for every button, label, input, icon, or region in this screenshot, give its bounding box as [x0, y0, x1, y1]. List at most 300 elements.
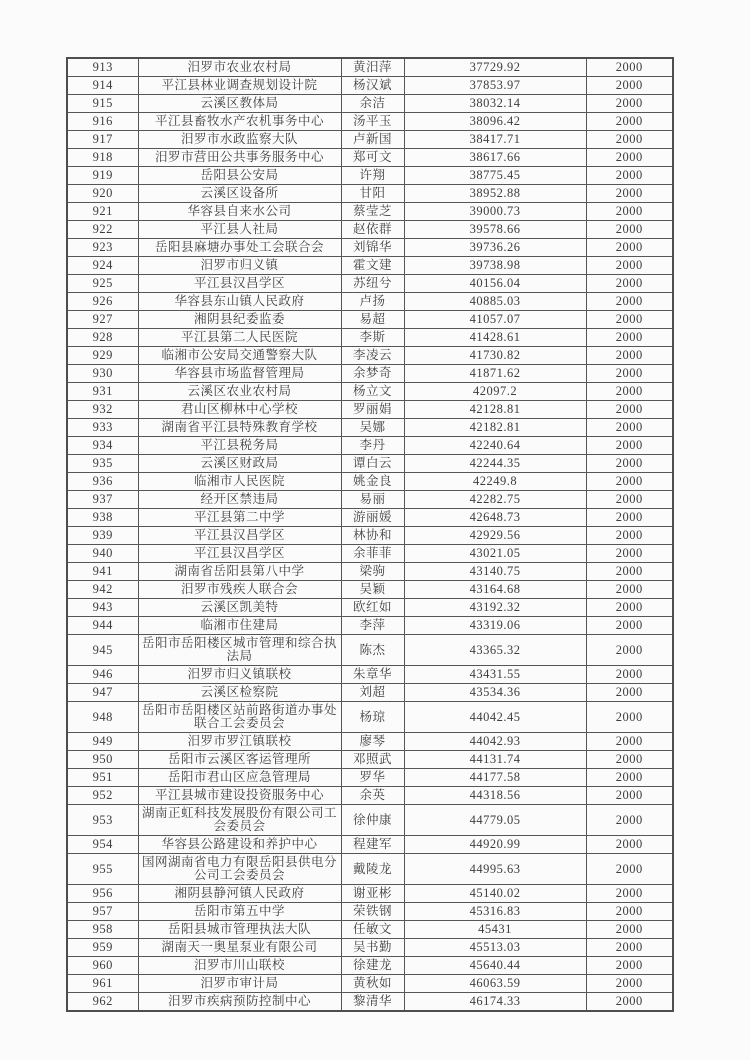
- cell-amount: 46063.59: [404, 975, 586, 993]
- cell-organization: 汨罗市归义镇: [138, 257, 341, 275]
- cell-quota: 2000: [586, 903, 673, 921]
- cell-row-number: 920: [67, 185, 138, 203]
- cell-quota: 2000: [586, 581, 673, 599]
- cell-organization: 岳阳县麻塘办事处工会联合会: [138, 239, 341, 257]
- cell-amount: 38096.42: [404, 113, 586, 131]
- cell-organization: 湘阴县静河镇人民政府: [138, 885, 341, 903]
- cell-amount: 44995.63: [404, 854, 586, 885]
- cell-row-number: 942: [67, 581, 138, 599]
- cell-quota: 2000: [586, 167, 673, 185]
- cell-amount: 45513.03: [404, 939, 586, 957]
- table-row: [67, 77, 673, 95]
- table-row: [67, 329, 673, 347]
- cell-quota: 2000: [586, 311, 673, 329]
- cell-row-number: 928: [67, 329, 138, 347]
- cell-amount: 46174.33: [404, 993, 586, 1012]
- cell-quota: 2000: [586, 957, 673, 975]
- cell-person-name: 罗丽娟: [341, 401, 404, 419]
- cell-row-number: 947: [67, 684, 138, 702]
- cell-row-number: 935: [67, 455, 138, 473]
- cell-amount: 38775.45: [404, 167, 586, 185]
- cell-amount: 41730.82: [404, 347, 586, 365]
- cell-row-number: 957: [67, 903, 138, 921]
- cell-organization: 平江县人社局: [138, 221, 341, 239]
- cell-organization: 汨罗市农业农村局: [138, 58, 341, 77]
- cell-person-name: 苏纽兮: [341, 275, 404, 293]
- cell-row-number: 916: [67, 113, 138, 131]
- table-row: [67, 702, 673, 733]
- table-row: [67, 437, 673, 455]
- cell-person-name: 戴陵龙: [341, 854, 404, 885]
- cell-person-name: 黎清华: [341, 993, 404, 1012]
- cell-quota: 2000: [586, 939, 673, 957]
- cell-quota: 2000: [586, 787, 673, 805]
- cell-quota: 2000: [586, 666, 673, 684]
- cell-row-number: 952: [67, 787, 138, 805]
- cell-person-name: 李丹: [341, 437, 404, 455]
- cell-amount: 38417.71: [404, 131, 586, 149]
- cell-person-name: 吴娜: [341, 419, 404, 437]
- cell-amount: 44779.05: [404, 805, 586, 836]
- cell-quota: 2000: [586, 275, 673, 293]
- cell-amount: 44042.93: [404, 733, 586, 751]
- cell-amount: 42282.75: [404, 491, 586, 509]
- cell-quota: 2000: [586, 975, 673, 993]
- cell-organization: 云溪区检察院: [138, 684, 341, 702]
- cell-row-number: 919: [67, 167, 138, 185]
- cell-row-number: 927: [67, 311, 138, 329]
- table-row: [67, 131, 673, 149]
- cell-organization: 岳阳县公安局: [138, 167, 341, 185]
- cell-organization: 岳阳市岳阳楼区城市管理和综合执法局: [138, 635, 341, 666]
- cell-quota: 2000: [586, 347, 673, 365]
- table-row: [67, 185, 673, 203]
- cell-organization: 湖南省平江县特殊教育学校: [138, 419, 341, 437]
- cell-amount: 39738.98: [404, 257, 586, 275]
- table-row: [67, 347, 673, 365]
- cell-amount: 38952.88: [404, 185, 586, 203]
- cell-row-number: 924: [67, 257, 138, 275]
- cell-quota: 2000: [586, 221, 673, 239]
- cell-row-number: 940: [67, 545, 138, 563]
- cell-person-name: 甘阳: [341, 185, 404, 203]
- cell-row-number: 922: [67, 221, 138, 239]
- cell-person-name: 邓照武: [341, 751, 404, 769]
- cell-quota: 2000: [586, 455, 673, 473]
- table-row: [67, 95, 673, 113]
- cell-row-number: 915: [67, 95, 138, 113]
- cell-quota: 2000: [586, 329, 673, 347]
- cell-person-name: 刘超: [341, 684, 404, 702]
- cell-amount: 43319.06: [404, 617, 586, 635]
- cell-organization: 平江县汉昌学区: [138, 527, 341, 545]
- cell-quota: 2000: [586, 769, 673, 787]
- cell-organization: 华容县东山镇人民政府: [138, 293, 341, 311]
- cell-row-number: 954: [67, 836, 138, 854]
- cell-person-name: 姚金良: [341, 473, 404, 491]
- cell-row-number: 959: [67, 939, 138, 957]
- cell-row-number: 950: [67, 751, 138, 769]
- table-row: [67, 975, 673, 993]
- table-row: [67, 939, 673, 957]
- cell-person-name: 余洁: [341, 95, 404, 113]
- cell-quota: 2000: [586, 885, 673, 903]
- cell-amount: 42648.73: [404, 509, 586, 527]
- cell-amount: 43164.68: [404, 581, 586, 599]
- cell-quota: 2000: [586, 635, 673, 666]
- table-row: [67, 58, 673, 77]
- cell-row-number: 949: [67, 733, 138, 751]
- cell-amount: 45316.83: [404, 903, 586, 921]
- cell-quota: 2000: [586, 131, 673, 149]
- cell-organization: 汨罗市川山联校: [138, 957, 341, 975]
- cell-row-number: 938: [67, 509, 138, 527]
- cell-amount: 39578.66: [404, 221, 586, 239]
- cell-organization: 经开区禁违局: [138, 491, 341, 509]
- table-row: [67, 167, 673, 185]
- cell-quota: 2000: [586, 921, 673, 939]
- cell-row-number: 930: [67, 365, 138, 383]
- cell-amount: 43021.05: [404, 545, 586, 563]
- cell-amount: 39000.73: [404, 203, 586, 221]
- cell-organization: 岳阳市君山区应急管理局: [138, 769, 341, 787]
- cell-row-number: 917: [67, 131, 138, 149]
- cell-quota: 2000: [586, 95, 673, 113]
- table-row: [67, 635, 673, 666]
- cell-amount: 41057.07: [404, 311, 586, 329]
- cell-quota: 2000: [586, 684, 673, 702]
- cell-organization: 平江县第二人民医院: [138, 329, 341, 347]
- table-row: [67, 293, 673, 311]
- cell-row-number: 945: [67, 635, 138, 666]
- cell-amount: 43431.55: [404, 666, 586, 684]
- cell-person-name: 程建军: [341, 836, 404, 854]
- cell-organization: 平江县第二中学: [138, 509, 341, 527]
- table-row: [67, 365, 673, 383]
- table-row: [67, 733, 673, 751]
- cell-row-number: 913: [67, 58, 138, 77]
- table-row: [67, 491, 673, 509]
- cell-person-name: 杨立文: [341, 383, 404, 401]
- cell-organization: 汨罗市归义镇联校: [138, 666, 341, 684]
- salary-roster-table: [66, 57, 674, 1012]
- table-row: [67, 311, 673, 329]
- cell-amount: 44920.99: [404, 836, 586, 854]
- cell-organization: 汨罗市残疾人联合会: [138, 581, 341, 599]
- table-row: [67, 921, 673, 939]
- cell-row-number: 931: [67, 383, 138, 401]
- cell-organization: 临湘市住建局: [138, 617, 341, 635]
- cell-person-name: 罗华: [341, 769, 404, 787]
- cell-organization: 云溪区农业农村局: [138, 383, 341, 401]
- cell-person-name: 黄汨萍: [341, 58, 404, 77]
- cell-amount: 43365.32: [404, 635, 586, 666]
- cell-quota: 2000: [586, 203, 673, 221]
- cell-quota: 2000: [586, 149, 673, 167]
- table-row: [67, 545, 673, 563]
- table-row: [67, 666, 673, 684]
- cell-organization: 岳阳县城市管理执法大队: [138, 921, 341, 939]
- cell-quota: 2000: [586, 545, 673, 563]
- cell-amount: 41428.61: [404, 329, 586, 347]
- cell-amount: 41871.62: [404, 365, 586, 383]
- cell-amount: 44131.74: [404, 751, 586, 769]
- cell-quota: 2000: [586, 491, 673, 509]
- cell-quota: 2000: [586, 805, 673, 836]
- cell-person-name: 刘锦华: [341, 239, 404, 257]
- cell-organization: 汨罗市罗江镇联校: [138, 733, 341, 751]
- table-row: [67, 787, 673, 805]
- cell-person-name: 吴颖: [341, 581, 404, 599]
- table-row: [67, 854, 673, 885]
- cell-quota: 2000: [586, 401, 673, 419]
- cell-amount: 43534.36: [404, 684, 586, 702]
- cell-quota: 2000: [586, 702, 673, 733]
- cell-person-name: 许翔: [341, 167, 404, 185]
- cell-amount: 42249.8: [404, 473, 586, 491]
- cell-row-number: 946: [67, 666, 138, 684]
- table-row: [67, 769, 673, 787]
- cell-row-number: 925: [67, 275, 138, 293]
- cell-amount: 42128.81: [404, 401, 586, 419]
- cell-quota: 2000: [586, 419, 673, 437]
- cell-row-number: 956: [67, 885, 138, 903]
- cell-amount: 42244.35: [404, 455, 586, 473]
- table-row: [67, 419, 673, 437]
- cell-quota: 2000: [586, 437, 673, 455]
- cell-row-number: 953: [67, 805, 138, 836]
- cell-person-name: 游丽媛: [341, 509, 404, 527]
- cell-person-name: 吴书勤: [341, 939, 404, 957]
- table-row: [67, 257, 673, 275]
- cell-person-name: 易超: [341, 311, 404, 329]
- table-row: [67, 455, 673, 473]
- table-row: [67, 239, 673, 257]
- cell-organization: 汨罗市疾病预防控制中心: [138, 993, 341, 1012]
- table-row: [67, 275, 673, 293]
- table-row: [67, 149, 673, 167]
- cell-row-number: 936: [67, 473, 138, 491]
- cell-row-number: 937: [67, 491, 138, 509]
- table-row: [67, 113, 673, 131]
- table-row: [67, 221, 673, 239]
- cell-organization: 湖南省岳阳县第八中学: [138, 563, 341, 581]
- cell-quota: 2000: [586, 854, 673, 885]
- cell-row-number: 943: [67, 599, 138, 617]
- cell-row-number: 941: [67, 563, 138, 581]
- cell-person-name: 黄秋如: [341, 975, 404, 993]
- cell-amount: 42182.81: [404, 419, 586, 437]
- cell-organization: 平江县汉昌学区: [138, 545, 341, 563]
- cell-amount: 45640.44: [404, 957, 586, 975]
- cell-person-name: 李凌云: [341, 347, 404, 365]
- cell-person-name: 余菲菲: [341, 545, 404, 563]
- cell-row-number: 914: [67, 77, 138, 95]
- cell-amount: 38617.66: [404, 149, 586, 167]
- table-row: [67, 836, 673, 854]
- cell-person-name: 李斯: [341, 329, 404, 347]
- cell-quota: 2000: [586, 751, 673, 769]
- table-row: [67, 527, 673, 545]
- cell-row-number: 934: [67, 437, 138, 455]
- cell-row-number: 955: [67, 854, 138, 885]
- cell-person-name: 谢亚彬: [341, 885, 404, 903]
- cell-organization: 华容县自来水公司: [138, 203, 341, 221]
- cell-amount: 44042.45: [404, 702, 586, 733]
- cell-person-name: 陈杰: [341, 635, 404, 666]
- cell-amount: 40156.04: [404, 275, 586, 293]
- cell-row-number: 958: [67, 921, 138, 939]
- cell-person-name: 余梦奇: [341, 365, 404, 383]
- cell-organization: 平江县畜牧水产农机事务中心: [138, 113, 341, 131]
- cell-organization: 平江县林业调查规划设计院: [138, 77, 341, 95]
- cell-amount: 43140.75: [404, 563, 586, 581]
- cell-organization: 国网湖南省电力有限岳阳县供电分公司工会委员会: [138, 854, 341, 885]
- cell-person-name: 杨汉斌: [341, 77, 404, 95]
- cell-organization: 华容县市场监督管理局: [138, 365, 341, 383]
- cell-person-name: 卢扬: [341, 293, 404, 311]
- cell-organization: 平江县汉昌学区: [138, 275, 341, 293]
- table-row: [67, 684, 673, 702]
- cell-person-name: 朱章华: [341, 666, 404, 684]
- cell-amount: 39736.26: [404, 239, 586, 257]
- cell-row-number: 933: [67, 419, 138, 437]
- cell-organization: 汨罗市审计局: [138, 975, 341, 993]
- cell-quota: 2000: [586, 77, 673, 95]
- table-row: [67, 203, 673, 221]
- cell-person-name: 荣铁钢: [341, 903, 404, 921]
- cell-row-number: 921: [67, 203, 138, 221]
- cell-row-number: 929: [67, 347, 138, 365]
- cell-quota: 2000: [586, 239, 673, 257]
- cell-organization: 华容县公路建设和养护中心: [138, 836, 341, 854]
- cell-person-name: 徐仲康: [341, 805, 404, 836]
- table-row: [67, 805, 673, 836]
- cell-row-number: 962: [67, 993, 138, 1012]
- cell-person-name: 林协和: [341, 527, 404, 545]
- cell-person-name: 汤平玉: [341, 113, 404, 131]
- table-row: [67, 617, 673, 635]
- cell-organization: 临湘市人民医院: [138, 473, 341, 491]
- cell-person-name: 杨琼: [341, 702, 404, 733]
- cell-organization: 平江县城市建设投资服务中心: [138, 787, 341, 805]
- cell-quota: 2000: [586, 293, 673, 311]
- cell-amount: 44177.58: [404, 769, 586, 787]
- cell-person-name: 余英: [341, 787, 404, 805]
- cell-amount: 40885.03: [404, 293, 586, 311]
- cell-quota: 2000: [586, 563, 673, 581]
- cell-organization: 云溪区教体局: [138, 95, 341, 113]
- cell-quota: 2000: [586, 733, 673, 751]
- cell-row-number: 961: [67, 975, 138, 993]
- cell-quota: 2000: [586, 383, 673, 401]
- table-row: [67, 993, 673, 1012]
- cell-amount: 42097.2: [404, 383, 586, 401]
- cell-organization: 汨罗市营田公共事务服务中心: [138, 149, 341, 167]
- cell-organization: 平江县税务局: [138, 437, 341, 455]
- cell-person-name: 霍文建: [341, 257, 404, 275]
- cell-row-number: 918: [67, 149, 138, 167]
- cell-quota: 2000: [586, 113, 673, 131]
- cell-organization: 云溪区财政局: [138, 455, 341, 473]
- cell-person-name: 梁驹: [341, 563, 404, 581]
- cell-organization: 君山区柳林中心学校: [138, 401, 341, 419]
- cell-quota: 2000: [586, 509, 673, 527]
- cell-row-number: 932: [67, 401, 138, 419]
- cell-organization: 云溪区凯美特: [138, 599, 341, 617]
- cell-organization: 岳阳市云溪区客运管理所: [138, 751, 341, 769]
- cell-quota: 2000: [586, 257, 673, 275]
- cell-amount: 37853.97: [404, 77, 586, 95]
- cell-person-name: 徐建龙: [341, 957, 404, 975]
- table-row: [67, 957, 673, 975]
- cell-row-number: 951: [67, 769, 138, 787]
- table-row: [67, 885, 673, 903]
- cell-row-number: 960: [67, 957, 138, 975]
- cell-organization: 岳阳市第五中学: [138, 903, 341, 921]
- cell-organization: 云溪区设备所: [138, 185, 341, 203]
- table-row: [67, 383, 673, 401]
- cell-row-number: 923: [67, 239, 138, 257]
- cell-person-name: 谭白云: [341, 455, 404, 473]
- table-row: [67, 563, 673, 581]
- cell-amount: 43192.32: [404, 599, 586, 617]
- cell-amount: 44318.56: [404, 787, 586, 805]
- cell-person-name: 易丽: [341, 491, 404, 509]
- cell-person-name: 卢新国: [341, 131, 404, 149]
- cell-organization: 湖南正虹科技发展股份有限公司工会委员会: [138, 805, 341, 836]
- cell-quota: 2000: [586, 836, 673, 854]
- cell-person-name: 蔡莹芝: [341, 203, 404, 221]
- cell-organization: 汨罗市水政监察大队: [138, 131, 341, 149]
- cell-person-name: 任敏文: [341, 921, 404, 939]
- cell-amount: 42929.56: [404, 527, 586, 545]
- table-body: [67, 58, 673, 1011]
- cell-person-name: 廖琴: [341, 733, 404, 751]
- cell-row-number: 939: [67, 527, 138, 545]
- cell-person-name: 欧红如: [341, 599, 404, 617]
- cell-quota: 2000: [586, 473, 673, 491]
- cell-person-name: 郑可文: [341, 149, 404, 167]
- cell-quota: 2000: [586, 993, 673, 1012]
- cell-amount: 38032.14: [404, 95, 586, 113]
- cell-person-name: 赵依群: [341, 221, 404, 239]
- table-row: [67, 903, 673, 921]
- cell-row-number: 926: [67, 293, 138, 311]
- cell-row-number: 944: [67, 617, 138, 635]
- cell-amount: 45431: [404, 921, 586, 939]
- cell-person-name: 李萍: [341, 617, 404, 635]
- cell-organization: 岳阳市岳阳楼区站前路街道办事处联合工会委员会: [138, 702, 341, 733]
- table-row: [67, 509, 673, 527]
- table-row: [67, 401, 673, 419]
- cell-quota: 2000: [586, 527, 673, 545]
- cell-amount: 37729.92: [404, 58, 586, 77]
- cell-organization: 临湘市公安局交通警察大队: [138, 347, 341, 365]
- cell-organization: 湘阴县纪委监委: [138, 311, 341, 329]
- cell-quota: 2000: [586, 599, 673, 617]
- table-row: [67, 473, 673, 491]
- cell-quota: 2000: [586, 617, 673, 635]
- cell-row-number: 948: [67, 702, 138, 733]
- cell-amount: 42240.64: [404, 437, 586, 455]
- table-row: [67, 751, 673, 769]
- cell-quota: 2000: [586, 58, 673, 77]
- cell-organization: 湖南天一奥星泵业有限公司: [138, 939, 341, 957]
- cell-quota: 2000: [586, 365, 673, 383]
- table-row: [67, 599, 673, 617]
- cell-amount: 45140.02: [404, 885, 586, 903]
